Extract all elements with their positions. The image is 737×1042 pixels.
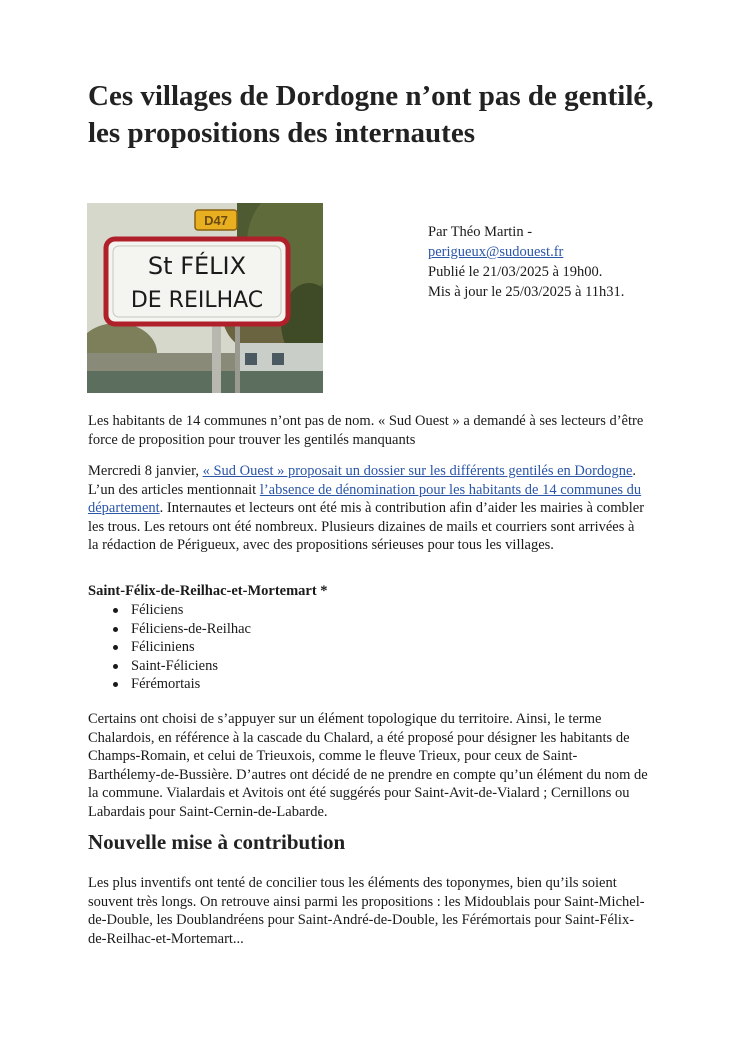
body-paragraph-2: Certains ont choisi de s’appuyer sur un élément topologique du territoire. Ainsi, le terme Chalardois, en référence à la cascade du Chalard, a été proposé pour désigner les habitants de Champs-Romain, et celui de Trieuxois, comme le fleuve Trieux, pour ceux de Saint-Barthélemy-de-Bussière. D’autres ont décidé de ne prendre en compte qu’un élément du nom de la commune. Vialardais et Avitois ont été suggérés pour Saint-Avit-de-Vialard ; Cernillons ou Labardais pour Saint-Cernin-de-Labarde. [88, 711, 648, 820]
article-title: Ces villages de Dordogne n’ont pas de gentilé, les propositions des internautes [88, 80, 654, 149]
section-heading: Nouvelle mise à contribution [88, 830, 346, 854]
updated-date: Mis à jour le 25/03/2025 à 11h31. [428, 284, 625, 300]
list-item: Féliciens-de-Reilhac [88, 620, 251, 639]
list-item: Féliciens [88, 601, 251, 620]
p2-text-1: Mercredi 8 janvier, [88, 463, 203, 479]
author-email-link[interactable]: perigueux@sudouest.fr [428, 244, 564, 260]
proposal-list [88, 601, 251, 694]
intro-paragraph: Les habitants de 14 communes n’ont pas de nom. « Sud Ouest » a demandé à ses lecteurs d’être force de proposition pour trouver les gentilés manquants [88, 413, 644, 448]
village-sign-image [87, 203, 323, 393]
byline: Par Théo Martin - [428, 224, 533, 240]
list-item: Férémortais [88, 675, 251, 694]
village-sign-photo [87, 203, 323, 393]
list-item: Féliciniens [88, 638, 251, 657]
sud-ouest-dossier-link[interactable]: « Sud Ouest » proposait un dossier sur les différents gentilés en Dordogne [202, 463, 633, 479]
road-number-text: D47 [204, 213, 228, 228]
sign-line2-text: DE REILHAC [130, 288, 264, 313]
p2-text-3: . Internautes et lecteurs ont été mis à contribution afin d’aider les mairies à combler les trous. Les retours ont été nombreux. Plusieurs dizaines de mails et courriers sont arrivées à la rédaction de Périgueux, avec des propositions sérieuses pour tous les villages. [88, 500, 645, 553]
village-subheading: Saint-Félix-de-Reilhac-et-Mortemart * [88, 583, 328, 599]
list-item: Saint-Féliciens [88, 657, 251, 676]
article-meta [428, 222, 718, 302]
sign-line1-text: St FÉLIX [147, 252, 247, 280]
body-paragraph-1 [88, 462, 648, 555]
p2-text-2: . L’un des articles mentionnait [88, 463, 637, 498]
body-paragraph-3: Les plus inventifs ont tenté de concilier tous les éléments des toponymes, bien qu’ils soient souvent très longs. On retrouve ainsi parmi les propositions : les Midoublais pour Saint-Michel-de-Double, les Doublandréens pour Saint-André-de-Double, les Férémortais pour Saint-Félix-de-Reilhac-et-Mortemart... [88, 875, 645, 947]
published-date: Publié le 21/03/2025 à 19h00. [428, 264, 603, 280]
absence-denomination-link[interactable]: l’absence de dénomination pour les habitants de 14 communes du département [88, 481, 642, 516]
